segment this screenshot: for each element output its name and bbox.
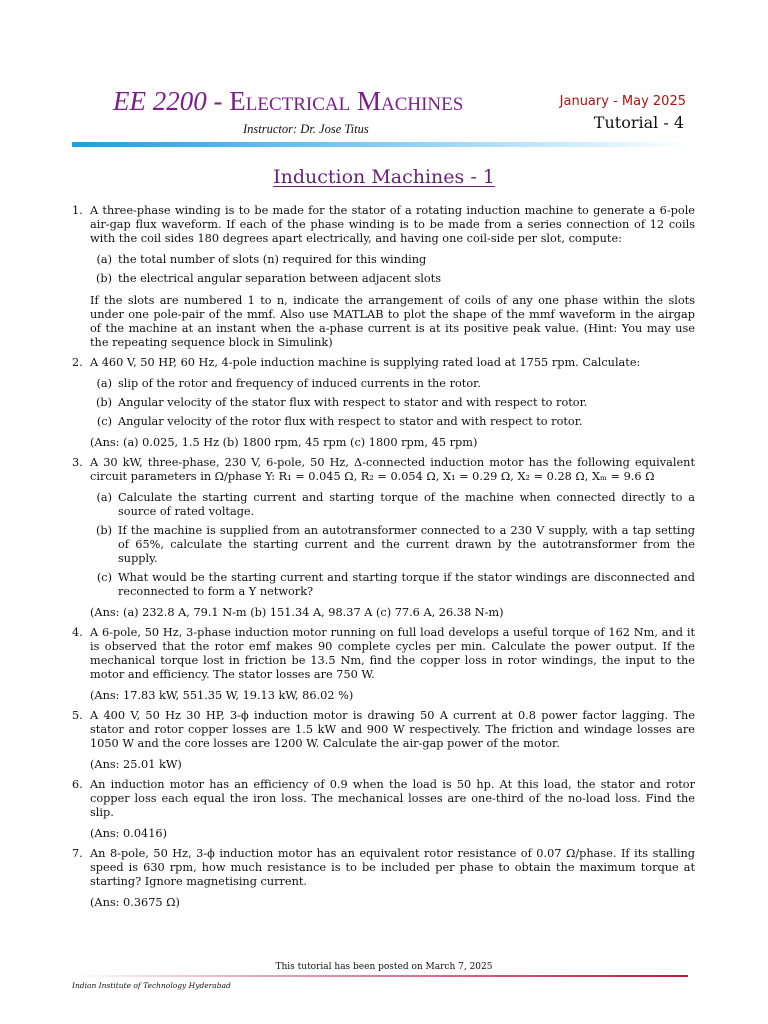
sub-question: [90, 491, 695, 519]
question-5: [72, 709, 695, 772]
answer: (Ans: 17.83 kW, 551.35 W, 19.13 kW, 86.02 %): [90, 689, 354, 702]
question-3: [72, 456, 695, 620]
sub-question: [90, 415, 695, 429]
instructor-name: Instructor: Dr. Jose Titus: [243, 122, 369, 136]
course-title: [113, 86, 463, 117]
course-separator: -: [206, 86, 230, 116]
document-title-text: Induction Machines - 1: [273, 166, 495, 188]
question-7: [72, 847, 695, 910]
question-text: A 30 kW, three-phase, 230 V, 6-pole, 50 Hz, Δ-connected induction motor has the following equivalent circuit parameters in Ω/phase Y: R₁ = 0.045 Ω, R₂ = 0.054 Ω, X₁ = 0.29 Ω, X₂ = 0.28 Ω, Xₘ = 9.6 Ω: [90, 456, 695, 483]
question-number: 6.: [72, 778, 83, 791]
sub-question-label: (a): [96, 377, 112, 390]
answer: (Ans: 0.3675 Ω): [90, 896, 180, 909]
question-1: [72, 204, 695, 350]
page-header: [0, 0, 768, 150]
sub-question-text: slip of the rotor and frequency of induced currents in the rotor.: [118, 377, 481, 390]
term-label: January - May 2025: [559, 94, 686, 109]
question-4: [72, 626, 695, 703]
question-number: 4.: [72, 626, 83, 639]
sub-question-label: (b): [95, 396, 112, 409]
question-note: If the slots are numbered 1 to n, indicate the arrangement of coils of any one phase within the slots under one pole-pair of the mmf. Also use MATLAB to plot the shape of the mmf waveform in the airgap of the machine at an instant when the a-phase current is at its positive peak value. (Hint: You may use the repeating sequence block in Simulink): [90, 294, 695, 349]
sub-question: [90, 524, 695, 566]
answer: (Ans: 25.01 kW): [90, 758, 182, 771]
question-number: 2.: [72, 356, 83, 369]
sub-question-label: (b): [95, 272, 112, 285]
course-code: EE 2200: [113, 86, 207, 116]
sub-question-text: Angular velocity of the rotor flux with respect to stator and with respect to rotor.: [118, 415, 583, 428]
answer: (Ans: (a) 0.025, 1.5 Hz (b) 1800 rpm, 45 rpm (c) 1800 rpm, 45 rpm): [90, 436, 478, 449]
footer-rule: [72, 975, 688, 977]
sub-question-label: (a): [96, 253, 112, 266]
document-title: [0, 166, 768, 188]
sub-question-text: What would be the starting current and starting torque if the stator windings are disconnected and reconnected to form a Y network?: [118, 571, 695, 598]
sub-question: [90, 272, 695, 286]
question-list: [72, 204, 695, 916]
question-text: A three-phase winding is to be made for the stator of a rotating induction machine to generate a 6-pole air-gap flux waveform. If each of the phase winding is to be made from a series connection of 12 coils with the coil sides 180 degrees apart electrically, and having one coil-side per slot, compute:: [90, 204, 695, 245]
sub-question: [90, 253, 695, 267]
sub-question-label: (c): [96, 415, 112, 428]
sub-question-text: Angular velocity of the stator flux with respect to stator and with respect to rotor.: [118, 396, 588, 409]
question-text: An 8-pole, 50 Hz, 3-ϕ induction motor has an equivalent rotor resistance of 0.07 Ω/phase. If its stalling speed is 630 rpm, how much resistance is to be included per phase to obtain the maximum torque at starting? Ignore magnetising current.: [90, 847, 695, 888]
posted-date-note: This tutorial has been posted on March 7, 2025: [275, 962, 493, 972]
question-number: 3.: [72, 456, 83, 469]
sub-question-text: the electrical angular separation between adjacent slots: [118, 272, 442, 285]
question-text: An induction motor has an efficiency of 0.9 when the load is 50 hp. At this load, the stator and rotor copper loss each equal the iron loss. The mechanical losses are one-third of the no-load loss. Find the slip.: [90, 778, 695, 819]
question-number: 5.: [72, 709, 83, 722]
institute-name: Indian Institute of Technology Hyderabad: [72, 981, 231, 990]
course-name: Electrical Machines: [229, 86, 464, 116]
sub-question-label: (a): [96, 491, 112, 504]
question-text: A 460 V, 50 HP, 60 Hz, 4-pole induction machine is supplying rated load at 1755 rpm. Calculate:: [90, 356, 641, 369]
answer: (Ans: (a) 232.8 A, 79.1 N-m (b) 151.34 A, 98.37 A (c) 77.6 A, 26.38 N-m): [90, 606, 504, 619]
sub-question-text: If the machine is supplied from an autotransformer connected to a 230 V supply, with a tap setting of 65%, calculate the starting current and the current drawn by the autotransformer from the supply.: [118, 524, 695, 565]
question-6: [72, 778, 695, 841]
question-number: 7.: [72, 847, 83, 860]
question-number: 1.: [72, 204, 83, 217]
sub-question: [90, 571, 695, 599]
sub-question: [90, 377, 695, 391]
sub-question: [90, 396, 695, 410]
sub-question-label: (b): [95, 524, 112, 537]
sub-question-text: Calculate the starting current and starting torque of the machine when connected directly to a source of rated voltage.: [118, 491, 695, 518]
question-2: [72, 356, 695, 450]
question-text: A 6-pole, 50 Hz, 3-phase induction motor running on full load develops a useful torque of 162 Nm, and it is observed that the rotor emf makes 90 complete cycles per min. Calculate the power output. If the mechanical torque lost in friction be 13.5 Nm, find the copper loss in rotor windings, the input to the motor and efficiency. The stator losses are 750 W.: [90, 626, 695, 681]
header-rule: [72, 142, 688, 147]
answer: (Ans: 0.0416): [90, 827, 167, 840]
sub-question-label: (c): [96, 571, 112, 584]
sub-question-text: the total number of slots (n) required for this winding: [118, 253, 427, 266]
tutorial-number: Tutorial - 4: [593, 113, 684, 132]
question-text: A 400 V, 50 Hz 30 HP, 3-ϕ induction motor is drawing 50 A current at 0.8 power factor lagging. The stator and rotor copper losses are 1.5 kW and 900 W respectively. The friction and windage losses are 1050 W and the core losses are 1200 W. Calculate the air-gap power of the motor.: [90, 709, 695, 750]
